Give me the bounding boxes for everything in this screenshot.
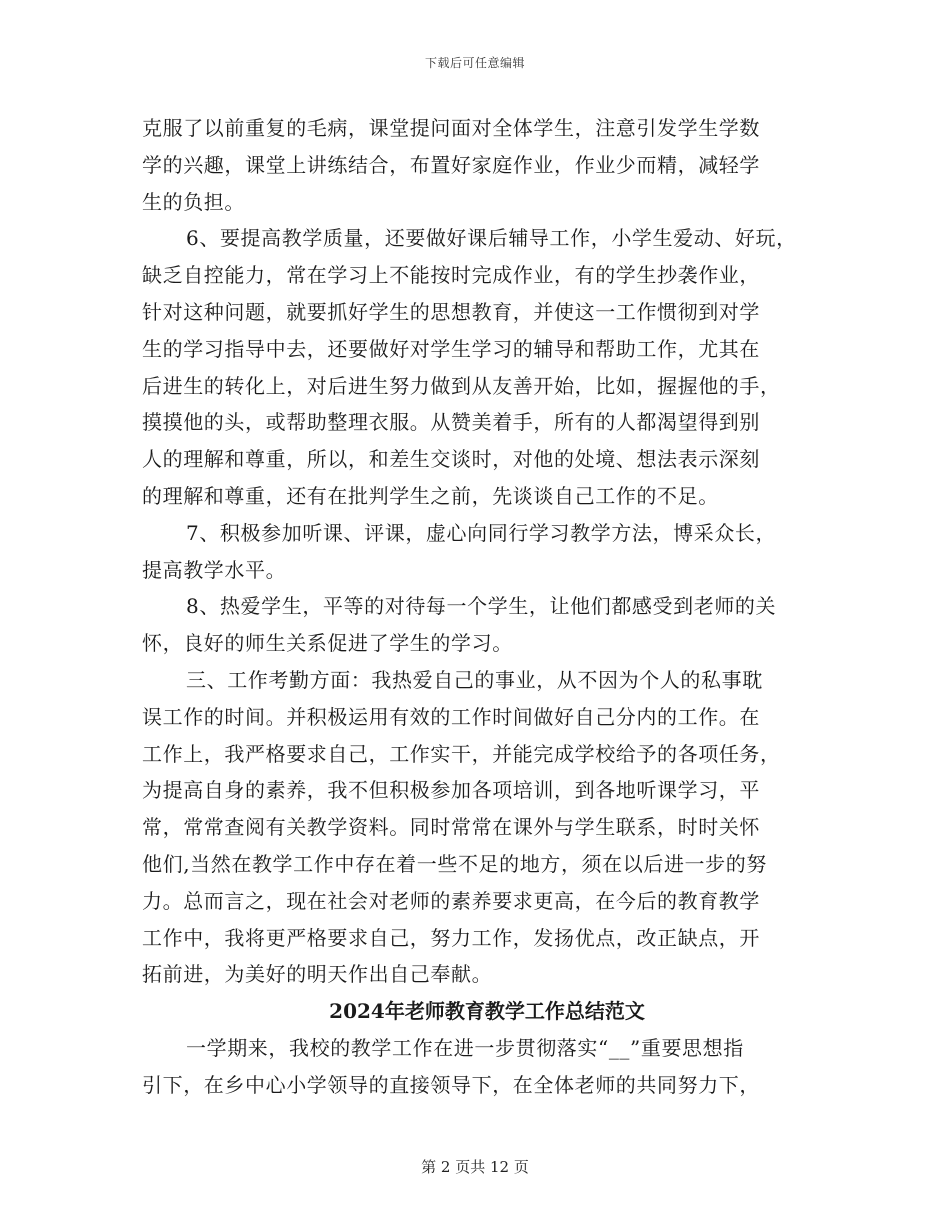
text-line: 一学期来，我校的教学工作在进一步贯彻落实“__”重要思想指 <box>186 1035 744 1060</box>
text-line: 摸摸他的头，或帮助整理衣服。从赞美着手，所有的人都渴望得到别 <box>142 410 760 435</box>
text-line: 提高教学水平。 <box>142 557 287 582</box>
text-line: 7、积极参加听课、评课，虚心向同行学习教学方法，博采众长， <box>186 520 777 545</box>
section-title: 2024年老师教育教学工作总结范文 <box>329 999 645 1024</box>
text-line: 的理解和尊重，还有在批判学生之前，先谈谈自己工作的不足。 <box>142 483 719 508</box>
text-line: 引下，在乡中心小学领导的直接领导下，在全体老师的共同努力下， <box>142 1072 760 1097</box>
text-line: 生的学习指导中去，还要做好对学生学习的辅导和帮助工作，尤其在 <box>142 336 760 361</box>
page-header: 下载后可任意编辑 <box>424 56 525 70</box>
text-line: 生的负担。 <box>142 189 245 214</box>
text-line: 人的理解和尊重，所以，和差生交谈时，对他的处境、想法表示深刻 <box>142 447 760 472</box>
text-line: 针对这种问题，就要抓好学生的思想教育，并使这一工作惯彻到对学 <box>142 299 760 324</box>
text-line: 力。总而言之，现在社会对老师的素养要求更高，在今后的教育教学 <box>142 888 760 913</box>
text-line: 克服了以前重复的毛病，课堂提问面对全体学生，注意引发学生学数 <box>142 116 760 140</box>
text-line: 拓前进，为美好的明天作出自己奉献。 <box>142 962 493 987</box>
text-line: 8、热爱学生，平等的对待每一个学生，让他们都感受到老师的关 <box>186 594 777 619</box>
text-line: 常，常常查阅有关教学资料。同时常常在课外与学生联系，时时关怀 <box>142 815 760 840</box>
text-line: 工作中，我将更严格要求自己，努力工作，发扬优点，改正缺点，开 <box>142 925 760 950</box>
text-line: 学的兴趣，课堂上讲练结合，布置好家庭作业，作业少而精，减轻学 <box>142 152 760 177</box>
text-line: 误工作的时间。并积极运用有效的工作时间做好自己分内的工作。在 <box>142 704 760 729</box>
page-footer: 第 2 页共 12 页 <box>421 1158 529 1176</box>
text-line: 6、要提高教学质量，还要做好课后辅导工作，小学生爱动、好玩， <box>186 226 797 251</box>
document-body <box>142 110 822 1104</box>
text-line: 缺乏自控能力，常在学习上不能按时完成作业，有的学生抄袭作业， <box>142 263 760 288</box>
text-line: 怀，良好的师生关系促进了学生的学习。 <box>142 631 513 656</box>
text-line: 工作上，我严格要求自己，工作实干，并能完成学校给予的各项任务， <box>142 741 781 766</box>
text-line: 他们,当然在教学工作中存在着一些不足的地方，须在以后进一步的努 <box>142 851 767 876</box>
text-line: 为提高自身的素养，我不但积极参加各项培训，到各地听课学习，平 <box>142 778 760 803</box>
text-line: 后进生的转化上，对后进生努力做到从友善开始，比如，握握他的手， <box>142 373 781 398</box>
text-line: 三、工作考勤方面：我热爱自己的事业，从不因为个人的私事耽 <box>186 667 763 692</box>
